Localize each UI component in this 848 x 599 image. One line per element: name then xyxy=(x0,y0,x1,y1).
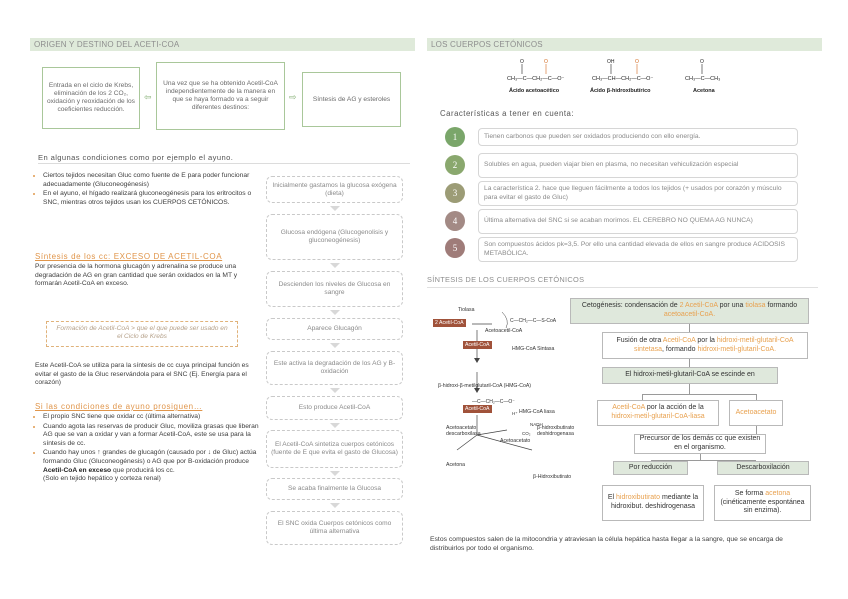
step-box: Descienden los niveles de Glucosa en sangre xyxy=(266,271,403,307)
diagram-label: HMG-CoA Sintasa xyxy=(512,346,555,352)
bullet-list-1 xyxy=(34,172,258,208)
arrow-left-icon: ⇦ xyxy=(144,92,152,102)
bullet-item: • En el ayuno, el hígado realizará gluconeogénesis para los eritrocitos o SNC, mientras otros tejidos usan los CUERPOS CETÓNICOS. xyxy=(43,190,258,207)
characteristic-row: La característica 2. hace que lleguen fácilmente a todos los tejidos (+ usados por corazón y músculo para evitar el gasto de Gluc) xyxy=(478,181,798,206)
acetil-coa-tag: 2 Acetil-CoA xyxy=(435,320,464,326)
connector-line xyxy=(756,426,757,434)
diagram-label: Acetona xyxy=(446,462,466,468)
connector-line xyxy=(689,359,690,367)
connector-line xyxy=(642,394,756,395)
section-header-origen: ORIGEN Y DESTINO DEL ACETI-COA xyxy=(30,38,415,51)
diagram-label: Acetoacetato xyxy=(500,438,531,444)
flow-fusion: Fusión de otra Acetil-CoA por la hidroxi-metil-glutaril-CoA sintetasa, formando hidroxi-metil-glutaril-CoA. xyxy=(602,332,808,359)
number-circle: 5 xyxy=(445,238,465,258)
svg-text:CH₃—CH—CH₂—C—O⁻: CH₃—CH—CH₂—C—O⁻ xyxy=(592,76,654,82)
diagram-label: Acetoacetato descarboxilasa xyxy=(446,425,481,437)
svg-text:OH: OH xyxy=(607,59,615,65)
flow-cetogenesis: Cetogénesis: condensación de 2 Acetil-CoA por una tiolasa formando acetoacetil-CoA. xyxy=(570,298,809,324)
dashed-note: Formación de Acetil-CoA > que el que puede ser usado en el Ciclo de Krebs xyxy=(46,321,238,347)
number-circle: 1 xyxy=(445,127,465,147)
diagram-label: Tiolasa xyxy=(458,307,475,313)
svg-text:O: O xyxy=(700,59,704,65)
subtitle-ayuno: Si las condiciones de ayuno prosiguen… xyxy=(35,402,203,411)
svg-text:CO₂: CO₂ xyxy=(522,431,531,436)
svg-text:O: O xyxy=(635,59,639,65)
characteristic-row: Son compuestos ácidos pk=3,5. Por ello una cantidad elevada de ellos en sangre produce ACIDOSIS METABÓLICA. xyxy=(478,237,798,262)
acetil-coa-tag: Acetil-CoA xyxy=(465,342,490,348)
step-box: El Acetil-CoA sintetiza cuerpos cetónicos (fuente de E que evita el gasto de Glucosa) xyxy=(266,430,403,468)
synthesis-header: SÍNTESIS DE LOS CUERPOS CETÓNICOS xyxy=(427,275,585,284)
molecule-bhb-icon xyxy=(590,56,660,86)
down-arrow-icon xyxy=(330,310,340,315)
connector-line xyxy=(689,384,690,394)
characteristic-row: Solubles en agua, pueden viajar bien en plasma, no necesitan vehiculización especial xyxy=(478,153,798,178)
section-header-cuerpos: LOS CUERPOS CETÓNICOS xyxy=(427,38,822,51)
molecule-label: Ácido acetoacético xyxy=(509,88,560,94)
subtitle-exceso: Síntesis de los cc: EXCESO DE ACETIL-COA xyxy=(35,252,223,261)
paragraph-acetil-uso: Este Acetil-CoA se utiliza para la síntesis de cc cuya principal función es evitar el gasto de la Gluc reservándola para el SNC (Ej. Energía para el corazón) xyxy=(35,362,249,387)
flow-acetoacetato: Acetoacetato xyxy=(729,400,783,426)
bullet-item: • Ciertos tejidos necesitan Gluc como fuente de E para poder funcionar adecuadamente (Gluconeogénesis) xyxy=(43,172,258,189)
step-box: El SNC oxida Cuerpos cetónicos como última alternativa xyxy=(266,511,403,545)
flow-hidroxibutirato: El hidroxibutirato mediante la hidroxibut. deshidrogenasa xyxy=(602,485,704,521)
flow-descarboxilacion: Descarboxilación xyxy=(717,461,809,475)
divider xyxy=(427,287,818,288)
down-arrow-icon xyxy=(330,388,340,393)
step-box: Aparece Glucagón xyxy=(266,318,403,340)
fasting-title: En algunas condiciones como por ejemplo el ayuno. xyxy=(38,153,234,162)
flow-box-sintesis-ag: Síntesis de AG y esteroles xyxy=(302,72,401,127)
number-circle: 4 xyxy=(445,211,465,231)
down-arrow-icon xyxy=(330,423,340,428)
bullet-item: • El propio SNC tiene que oxidar cc (última alternativa) xyxy=(43,413,262,422)
arrow-right-icon: ⇨ xyxy=(289,92,297,102)
characteristic-row: Última alternativa del SNC si se acaban morimos. EL CEREBRO NO QUEMA AG NUNCA) xyxy=(478,209,798,234)
diagram-label: β-hidroxibutirato deshidrogenasa xyxy=(537,425,575,437)
characteristic-row: Tienen carbonos que pueden ser oxidados produciendo con ello energía. xyxy=(478,128,798,146)
flow-liasa: Acetil-CoA por la acción de la hidroxi-metil-glutaril-CoA-liasa xyxy=(597,400,719,426)
molecule-acetone-icon xyxy=(683,56,733,86)
step-box: Se acaba finalmente la Glucosa xyxy=(266,478,403,500)
molecule-label: Acetona xyxy=(693,88,715,94)
flow-box-krebs: Entrada en el ciclo de Krebs, eliminación de los 2 CO₂, oxidación y reoxidación de los coeficientes reducción. xyxy=(42,67,140,129)
svg-text:O: O xyxy=(544,59,548,65)
down-arrow-icon xyxy=(330,206,340,211)
flow-precursor: Precursor de los demás cc que existen en el organismo. xyxy=(634,434,766,454)
number-circle: 2 xyxy=(445,155,465,175)
divider xyxy=(38,163,410,164)
svg-text:—C—CH₂—C—O⁻: —C—CH₂—C—O⁻ xyxy=(472,399,515,405)
flow-acetona: Se forma acetona (cinéticamente espontánea sin enzima). xyxy=(714,485,811,521)
step-box: Esto produce Acetil-CoA xyxy=(266,396,403,420)
diagram-label: HMG-CoA liasa xyxy=(519,409,555,415)
number-circle: 3 xyxy=(445,183,465,203)
footer-paragraph: Estos compuestos salen de la mitocondria y atraviesan la célula hepática hasta llegar a la sangre, que se encarga de distribuirlos por todo el organismo. xyxy=(430,536,783,553)
diagram-label: β-Hidroxibutirato xyxy=(533,474,572,480)
diagram-label: Acetoacetil-CoA xyxy=(485,328,523,334)
flow-reduccion: Por reducción xyxy=(613,461,688,475)
svg-text:O: O xyxy=(520,59,524,65)
svg-text:H⁺: H⁺ xyxy=(512,411,518,416)
down-arrow-icon xyxy=(330,471,340,476)
step-box: Glucosa endógena (Glucogenolisis y gluconeogénesis) xyxy=(266,214,403,260)
paragraph-glucagon: Por presencia de la hormona glucagón y adrenalina se produce una degradación de AG en gran cantidad que serán oxidados en la MT y formarán Acetil-CoA en exceso. xyxy=(35,263,238,288)
characteristics-title: Características a tener en cuenta: xyxy=(440,109,575,118)
step-box: Este activa la degradación de los AG y B-oxidación xyxy=(266,351,403,385)
bullet-list-2 xyxy=(34,413,262,485)
molecule-acetoacetic-icon xyxy=(505,56,565,86)
step-box: Inicialmente gastamos la glucosa exógena (dieta) xyxy=(266,176,403,203)
flow-escinde: El hidroxi-metil-glutaril-CoA se escinde en xyxy=(602,367,778,384)
bold-phrase: Acetil-CoA en exceso xyxy=(43,466,112,474)
svg-text:NADH: NADH xyxy=(530,422,543,427)
svg-text:CH₃—C—CH₃: CH₃—C—CH₃ xyxy=(685,76,721,82)
svg-text:C—CH₂—C—S-CoA: C—CH₂—C—S-CoA xyxy=(510,318,557,324)
diagram-label: β-hidroxi-β-metilglutaril-CoA (HMG-CoA) xyxy=(438,383,532,389)
bullet-item: • Cuando agota las reservas de producir Gluc, moviliza grasas que liberan AG que se van a oxidar y van a formar Acetil-CoA, este se usa para la síntesis de cc. xyxy=(43,423,262,449)
flow-box-destinos: Una vez que se ha obtenido Acetil-CoA independientemente de la manera en que se haya formado va a seguir diferentes destinos: xyxy=(156,62,285,130)
molecule-label: Ácido β-hidroxibutírico xyxy=(590,88,651,94)
acetil-coa-tag: Acetil-CoA xyxy=(465,406,490,412)
svg-text:CH₃—C—CH₂—C—O⁻: CH₃—C—CH₂—C—O⁻ xyxy=(507,76,565,82)
down-arrow-icon xyxy=(330,263,340,268)
down-arrow-icon xyxy=(330,343,340,348)
down-arrow-icon xyxy=(330,503,340,508)
bullet-item: • Cuando hay unos ↑ grandes de glucagón (causado por ↓ de Gluc) actúa formando Gluc (Gluconeogénesis) o AG que por B-oxidación produce Acetil-CoA en exceso que producirá los cc. (Solo en tejido hepático y corteza renal) xyxy=(43,449,262,483)
connector-line xyxy=(689,324,690,332)
